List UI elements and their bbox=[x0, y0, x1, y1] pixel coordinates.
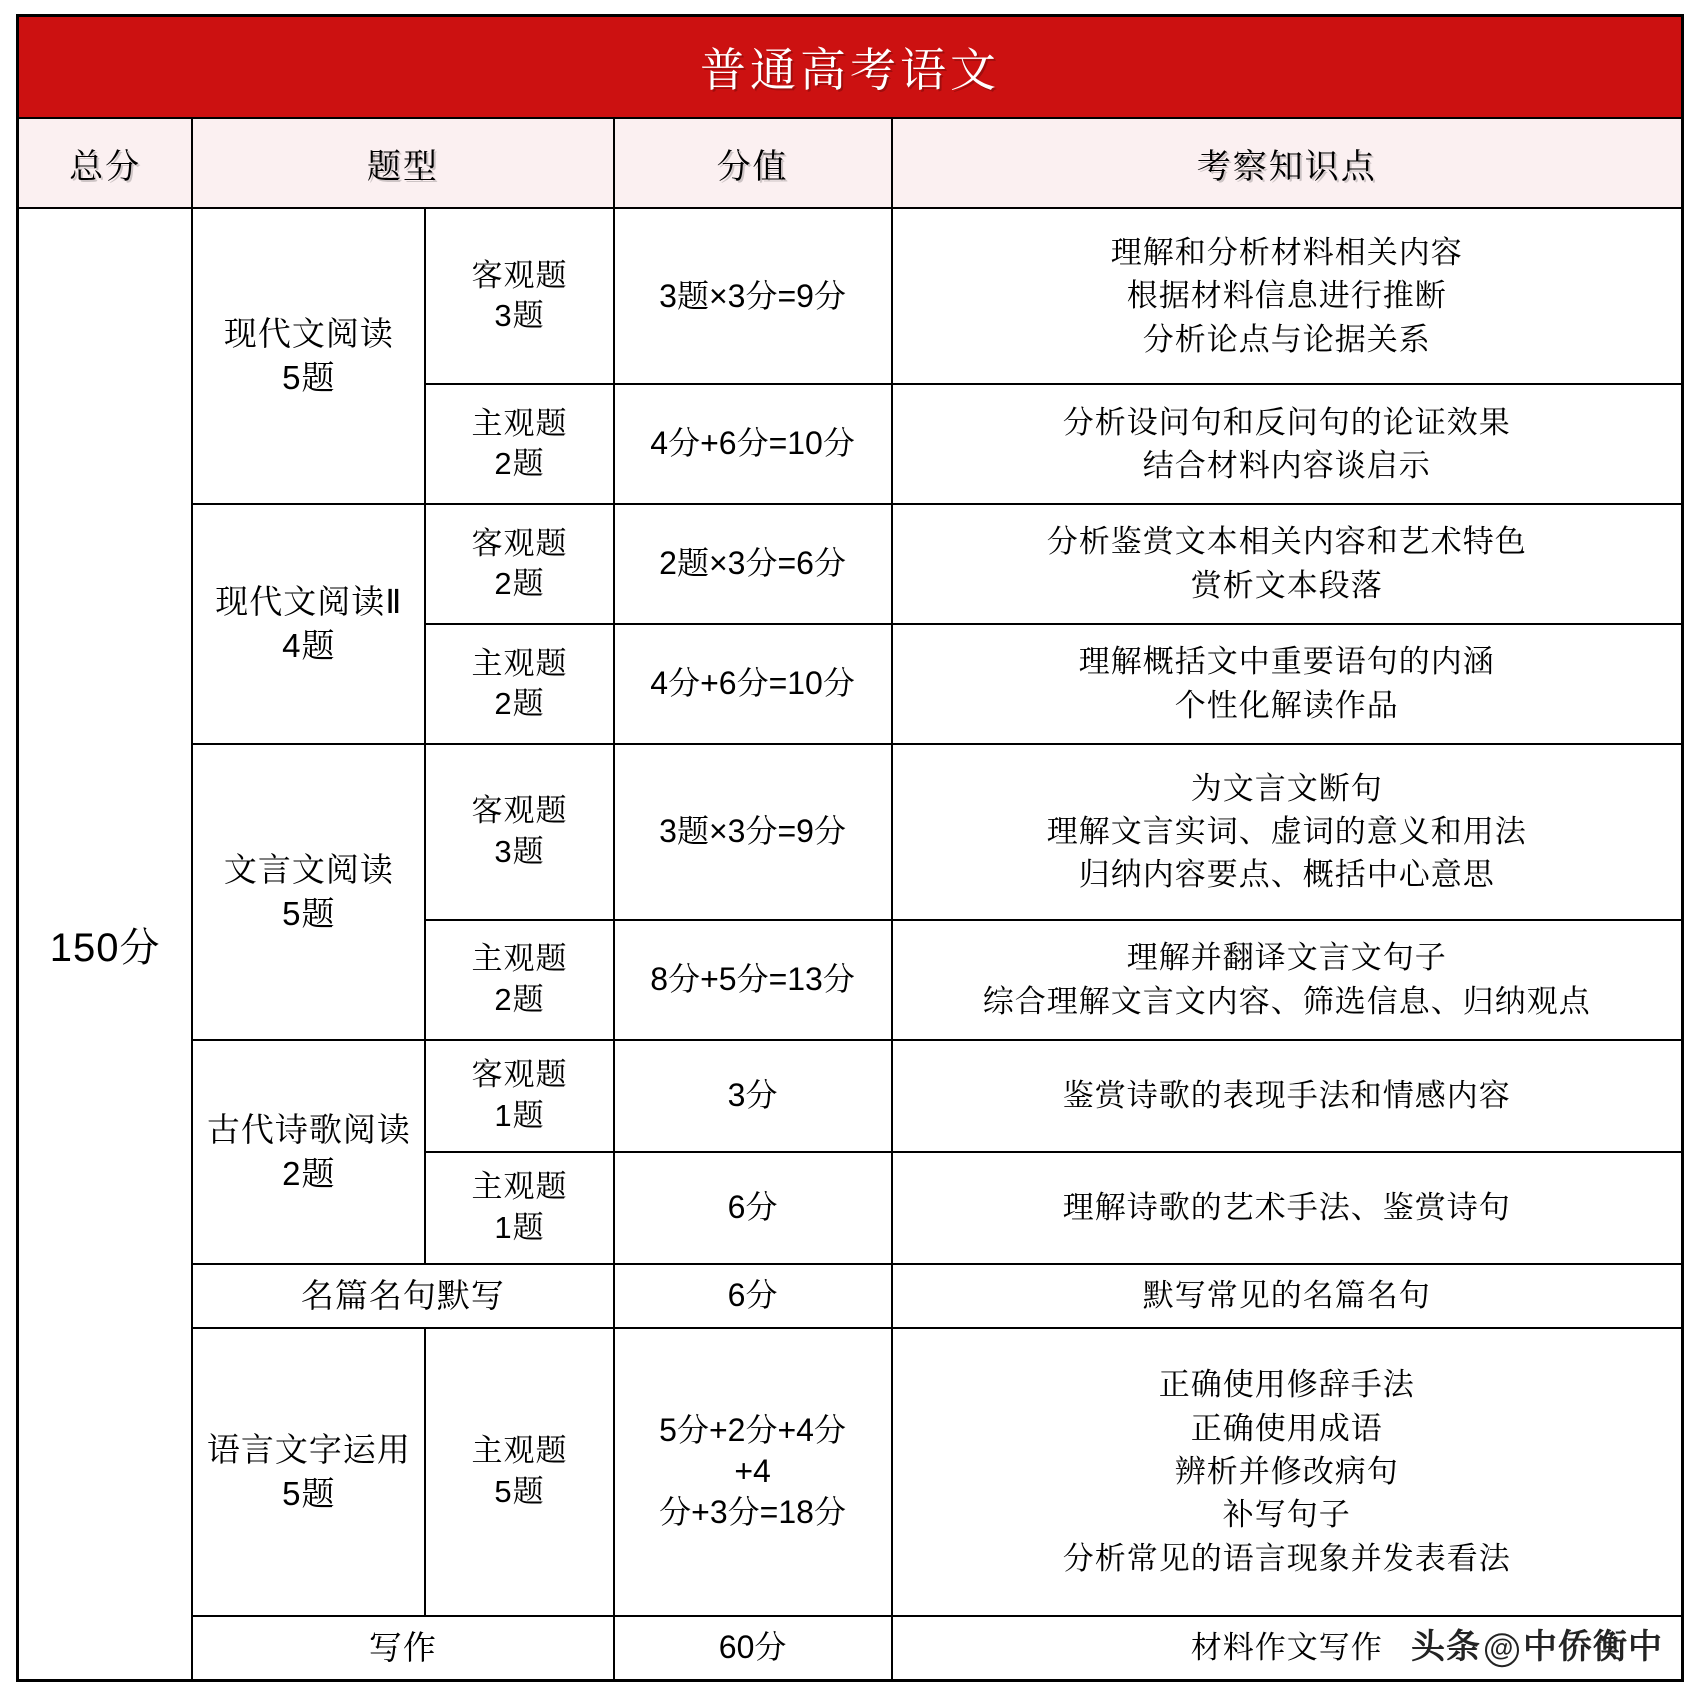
knowledge-point: 鉴赏诗歌的表现手法和情感内容 bbox=[1062, 1077, 1511, 1113]
total-score-value: 150分 bbox=[18, 208, 193, 1681]
score-cell: 60分 bbox=[614, 1616, 892, 1681]
knowledge-point: 理解概括文中重要语句的内涵 bbox=[1078, 644, 1495, 680]
qtype-line1: 客观题 bbox=[471, 1057, 568, 1093]
section-name-modern-reading-2 bbox=[192, 504, 425, 744]
knowledge-point: 默写常见的名篇名句 bbox=[1142, 1277, 1431, 1313]
knowledge-point: 根据材料信息进行推断 bbox=[1126, 278, 1447, 314]
knowledge-point: 结合材料内容谈启示 bbox=[1142, 447, 1431, 483]
score-cell: 6分 bbox=[614, 1152, 892, 1264]
table-row bbox=[18, 1040, 1683, 1152]
exam-syllabus-table bbox=[16, 14, 1684, 1682]
table-row bbox=[18, 1616, 1683, 1681]
qtype-line1: 主观题 bbox=[471, 1433, 568, 1469]
table-row bbox=[18, 1328, 1683, 1616]
qtype-line1: 主观题 bbox=[471, 405, 568, 441]
column-header-question-type: 题型 bbox=[192, 118, 613, 208]
column-header-row bbox=[18, 118, 1683, 208]
knowledge-points-cell bbox=[892, 1152, 1683, 1264]
knowledge-point: 分析鉴赏文本相关内容和艺术特色 bbox=[1046, 524, 1527, 560]
qtype-line2: 2题 bbox=[494, 981, 545, 1017]
score-cell: 3题×3分=9分 bbox=[614, 208, 892, 384]
section-name-writing: 写作 bbox=[192, 1616, 613, 1681]
knowledge-points-cell bbox=[892, 208, 1683, 384]
qtype-line2: 1题 bbox=[494, 1097, 545, 1133]
knowledge-points-cell bbox=[892, 384, 1683, 504]
qtype-line2: 2题 bbox=[494, 445, 545, 481]
qtype-line1: 客观题 bbox=[471, 525, 568, 561]
watermark-handle: 中侨衡中 bbox=[1523, 1628, 1663, 1667]
knowledge-point: 材料作文写作 bbox=[1190, 1630, 1383, 1666]
page-title: 普通高考语文 bbox=[18, 16, 1683, 119]
score-cell: 4分+6分=10分 bbox=[614, 624, 892, 744]
question-type-cell bbox=[425, 1328, 613, 1616]
qtype-line2: 1题 bbox=[494, 1209, 545, 1245]
score-line3: 分+3分=18分 bbox=[659, 1494, 846, 1531]
section-label-line1: 文言文阅读 bbox=[223, 851, 394, 889]
qtype-line1: 客观题 bbox=[471, 257, 568, 293]
section-label-line2: 5题 bbox=[282, 1474, 336, 1512]
section-name-famous-passage-dictation: 名篇名句默写 bbox=[192, 1264, 613, 1328]
qtype-line1: 客观题 bbox=[471, 793, 568, 829]
table-row bbox=[18, 1264, 1683, 1328]
knowledge-points-cell bbox=[892, 504, 1683, 624]
watermark-prefix: 头条 bbox=[1411, 1628, 1481, 1667]
knowledge-point: 理解并翻译文言文句子 bbox=[1126, 940, 1447, 976]
column-header-score: 分值 bbox=[614, 118, 892, 208]
qtype-line1: 主观题 bbox=[471, 1169, 568, 1205]
knowledge-point: 为文言文断句 bbox=[1190, 770, 1383, 806]
knowledge-point: 综合理解文言文内容、筛选信息、归纳观点 bbox=[982, 983, 1591, 1019]
section-name-ancient-poetry-reading bbox=[192, 1040, 425, 1264]
qtype-line1: 主观题 bbox=[471, 645, 568, 681]
knowledge-point: 归纳内容要点、概括中心意思 bbox=[1078, 857, 1495, 893]
knowledge-point: 辨析并修改病句 bbox=[1174, 1453, 1399, 1489]
score-line1: 5分+2分+4分 bbox=[659, 1412, 846, 1449]
section-label-line2: 4题 bbox=[282, 626, 336, 664]
section-name-modern-reading-1 bbox=[192, 208, 425, 504]
score-cell: 6分 bbox=[614, 1264, 892, 1328]
score-line2: +4 bbox=[734, 1453, 771, 1490]
qtype-line2: 3题 bbox=[494, 298, 545, 333]
knowledge-points-cell bbox=[892, 1328, 1683, 1616]
section-label-line2: 5题 bbox=[282, 358, 336, 396]
question-type-cell bbox=[425, 208, 613, 384]
knowledge-points-cell bbox=[892, 1264, 1683, 1328]
knowledge-point: 分析常见的语言现象并发表看法 bbox=[1062, 1540, 1511, 1576]
qtype-line2: 5题 bbox=[494, 1473, 545, 1509]
score-cell bbox=[614, 1328, 892, 1616]
knowledge-point: 理解诗歌的艺术手法、鉴赏诗句 bbox=[1062, 1189, 1511, 1225]
knowledge-point: 分析设问句和反问句的论证效果 bbox=[1062, 404, 1511, 440]
score-cell: 3分 bbox=[614, 1040, 892, 1152]
question-type-cell bbox=[425, 384, 613, 504]
table-row bbox=[18, 744, 1683, 920]
table-row bbox=[18, 504, 1683, 624]
qtype-line2: 3题 bbox=[494, 833, 545, 869]
question-type-cell bbox=[425, 1152, 613, 1264]
qtype-line1: 主观题 bbox=[471, 941, 568, 977]
knowledge-point: 正确使用修辞手法 bbox=[1158, 1367, 1415, 1403]
question-type-cell bbox=[425, 1040, 613, 1152]
knowledge-point: 理解文言实词、虚词的意义和用法 bbox=[1046, 814, 1527, 850]
question-type-cell bbox=[425, 504, 613, 624]
column-header-knowledge: 考察知识点 bbox=[892, 118, 1683, 208]
score-cell: 4分+6分=10分 bbox=[614, 384, 892, 504]
qtype-line2: 2题 bbox=[494, 565, 545, 601]
section-label-line1: 现代文阅读 bbox=[223, 315, 394, 353]
column-header-total: 总分 bbox=[18, 118, 193, 208]
knowledge-points-cell bbox=[892, 1616, 1683, 1681]
knowledge-point: 个性化解读作品 bbox=[1174, 687, 1399, 723]
knowledge-point: 分析论点与论据关系 bbox=[1142, 321, 1431, 357]
section-name-language-usage bbox=[192, 1328, 425, 1616]
score-cell: 3题×3分=9分 bbox=[614, 744, 892, 920]
section-label-line1: 古代诗歌阅读 bbox=[206, 1111, 411, 1149]
question-type-cell bbox=[425, 624, 613, 744]
score-cell: 2题×3分=6分 bbox=[614, 504, 892, 624]
knowledge-points-cell bbox=[892, 624, 1683, 744]
title-row bbox=[18, 16, 1683, 119]
at-icon: @ bbox=[1485, 1633, 1519, 1667]
section-name-classical-chinese-reading bbox=[192, 744, 425, 1040]
knowledge-point: 正确使用成语 bbox=[1190, 1410, 1383, 1446]
knowledge-points-cell bbox=[892, 1040, 1683, 1152]
watermark bbox=[1411, 1624, 1663, 1672]
knowledge-points-cell bbox=[892, 744, 1683, 920]
knowledge-point: 赏析文本段落 bbox=[1190, 567, 1383, 603]
section-label-line1: 现代文阅读Ⅱ bbox=[215, 583, 403, 621]
knowledge-point: 补写句子 bbox=[1222, 1497, 1351, 1533]
score-cell: 8分+5分=13分 bbox=[614, 920, 892, 1040]
section-label-line2: 2题 bbox=[282, 1154, 336, 1192]
table-row bbox=[18, 208, 1683, 384]
section-label-line1: 语言文字运用 bbox=[206, 1431, 411, 1469]
question-type-cell bbox=[425, 744, 613, 920]
knowledge-point: 理解和分析材料相关内容 bbox=[1110, 234, 1463, 270]
knowledge-points-cell bbox=[892, 920, 1683, 1040]
qtype-line2: 2题 bbox=[494, 685, 545, 721]
question-type-cell bbox=[425, 920, 613, 1040]
section-label-line2: 5题 bbox=[282, 894, 336, 932]
